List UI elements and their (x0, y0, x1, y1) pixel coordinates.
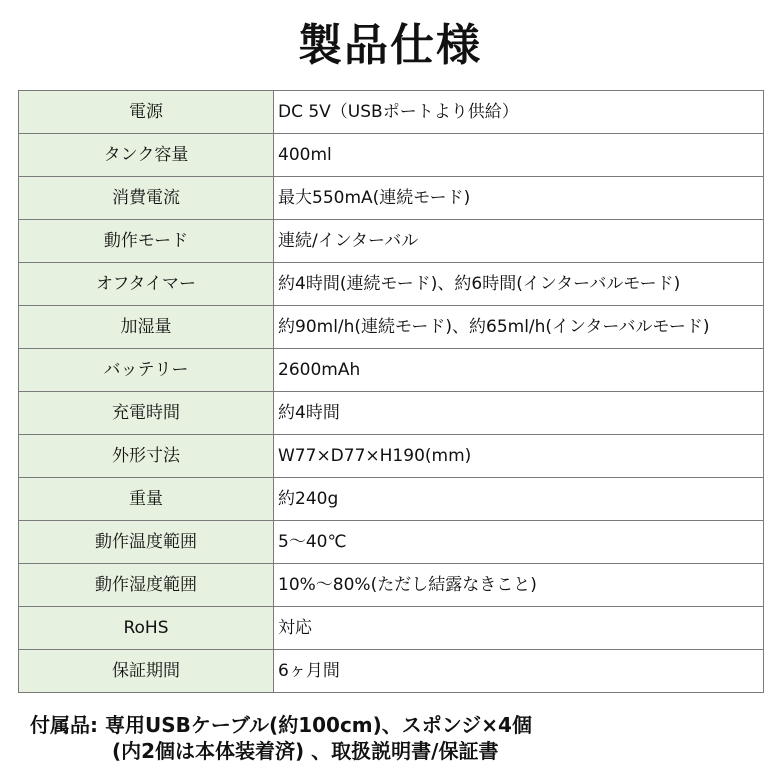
table-row (19, 91, 764, 134)
spec-label: 電源 (19, 91, 274, 134)
spec-label: 加湿量 (19, 306, 274, 349)
spec-value: 約4時間(連続モード)、約6時間(インターバルモード) (274, 263, 764, 306)
table-row (19, 134, 764, 177)
table-row (19, 349, 764, 392)
spec-label: 動作モード (19, 220, 274, 263)
spec-value: 10%～80%(ただし結露なきこと) (274, 564, 764, 607)
table-row (19, 478, 764, 521)
spec-label: バッテリー (19, 349, 274, 392)
spec-value: 連続/インターバル (274, 220, 764, 263)
spec-value: 2600mAh (274, 349, 764, 392)
spec-value: 約240g (274, 478, 764, 521)
spec-value: 400ml (274, 134, 764, 177)
spec-value: 約90ml/h(連続モード)、約65ml/h(インターバルモード) (274, 306, 764, 349)
spec-label: オフタイマー (19, 263, 274, 306)
table-row (19, 650, 764, 693)
spec-label: 保証期間 (19, 650, 274, 693)
spec-label: 重量 (19, 478, 274, 521)
table-row (19, 306, 764, 349)
spec-value: 対応 (274, 607, 764, 650)
table-row (19, 263, 764, 306)
spec-value: W77×D77×H190(mm) (274, 435, 764, 478)
spec-label: 動作温度範囲 (19, 521, 274, 564)
table-row (19, 177, 764, 220)
table-row (19, 607, 764, 650)
spec-label: RoHS (19, 607, 274, 650)
table-row (19, 435, 764, 478)
spec-label: 外形寸法 (19, 435, 274, 478)
spec-label: タンク容量 (19, 134, 274, 177)
spec-value: 最大550mA(連続モード) (274, 177, 764, 220)
spec-label: 消費電流 (19, 177, 274, 220)
table-row (19, 521, 764, 564)
spec-label: 動作湿度範囲 (19, 564, 274, 607)
accessories-line-2: (内2個は本体装着済) 、取扱説明書/保証書 (112, 739, 499, 763)
table-row (19, 564, 764, 607)
table-row (19, 220, 764, 263)
spec-value: 5～40℃ (274, 521, 764, 564)
table-row (19, 392, 764, 435)
spec-value: 6ヶ月間 (274, 650, 764, 693)
accessories-note (30, 712, 770, 764)
spec-value: DC 5V（USBポートより供給） (274, 91, 764, 134)
spec-value: 約4時間 (274, 392, 764, 435)
accessories-line-1: 付属品: 専用USBケーブル(約100cm)、スポンジ×4個 (30, 713, 532, 737)
spec-table (18, 90, 764, 693)
page-title: 製品仕様 (298, 20, 482, 71)
spec-label: 充電時間 (19, 392, 274, 435)
